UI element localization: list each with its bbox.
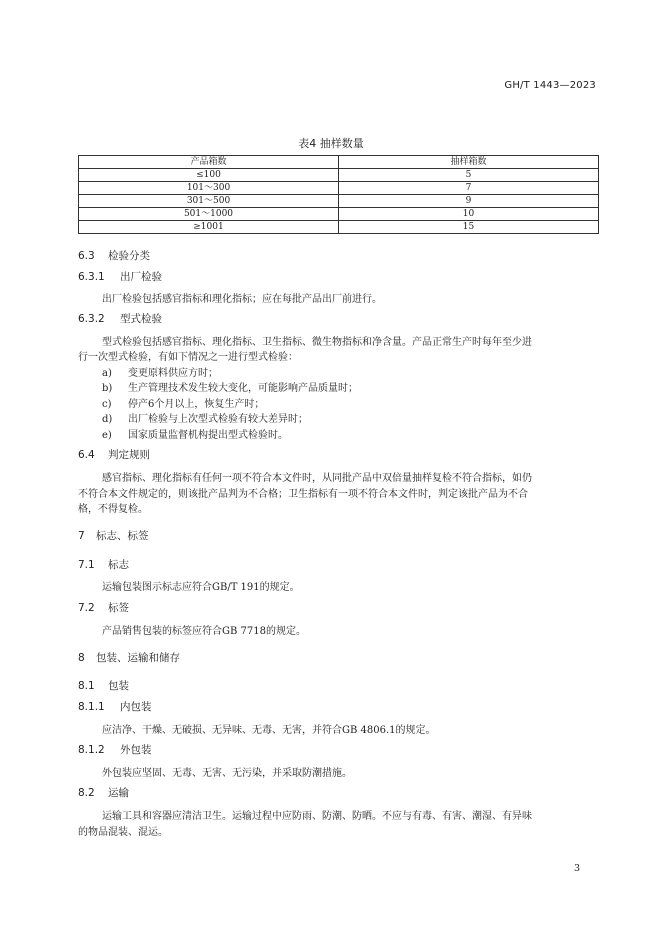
list-item [102, 426, 288, 441]
cell-box-count: ≤100 [79, 169, 339, 182]
table-row [79, 208, 599, 221]
paragraph: 运输包装图示标志应符合GB/T 191的规定。 [102, 582, 300, 593]
section-number: 7.1 [78, 559, 95, 571]
list-item [102, 379, 358, 394]
section-title: 外包装 [120, 744, 152, 756]
section-number: 6.3 [78, 250, 95, 262]
list-text: 变更原料供应方时； [128, 368, 218, 379]
document-code: GH/T 1443—2023 [504, 80, 596, 91]
paragraph-line: 的物品混装、混运。 [78, 827, 168, 838]
section-8-1-2-heading [78, 742, 152, 757]
list-item [102, 410, 308, 425]
col-header-box-count: 产品箱数 [79, 156, 339, 169]
section-title: 包装、运输和储存 [96, 652, 180, 664]
section-title: 标签 [108, 602, 129, 614]
section-6-3-2-heading [78, 311, 162, 326]
list-label: a) [102, 368, 112, 379]
section-number: 8.1.1 [78, 701, 105, 713]
section-title: 包装 [108, 680, 129, 692]
section-number: 8.1.2 [78, 744, 105, 756]
list-label: d) [102, 414, 113, 425]
paragraph: 产品销售包装的标签应符合GB 7718的规定。 [102, 626, 306, 637]
section-title: 出厂检验 [120, 271, 162, 283]
section-7-1-heading [78, 557, 129, 572]
section-title: 检验分类 [108, 250, 150, 262]
table-header-row [79, 156, 599, 169]
list-item [102, 395, 264, 410]
table-row [79, 182, 599, 195]
paragraph-line: 行一次型式检验，有如下情况之一进行型式检验： [78, 352, 298, 363]
section-title: 标志 [108, 559, 129, 571]
section-6-3-1-heading [78, 269, 162, 284]
paragraph-line: 不符合本文件规定的，则该批产品判为不合格；卫生指标有一项不符合本文件时，判定该批产品为不合 [78, 489, 528, 500]
section-7-2-heading [78, 600, 129, 615]
cell-box-count: 101～300 [79, 182, 339, 195]
section-title: 标志、标签 [96, 530, 149, 542]
section-6-4-heading [78, 447, 150, 462]
cell-sample-count: 5 [339, 169, 599, 182]
paragraph-line: 型式检验包括感官指标、理化指标、卫生指标、微生物指标和净含量。产品正常生产时每年至少进 [102, 337, 532, 348]
section-number: 6.4 [78, 449, 95, 461]
paragraph: 出厂检验包括感官指标和理化指标；应在每批产品出厂前进行。 [102, 294, 382, 305]
section-title: 运输 [108, 787, 129, 799]
section-number: 6.3.2 [78, 313, 105, 325]
page-number: 3 [573, 863, 580, 874]
list-label: b) [102, 383, 113, 394]
cell-box-count: 301～500 [79, 195, 339, 208]
paragraph-line: 感官指标、理化指标有任何一项不符合本文件时，从同批产品中双倍量抽样复检不符合指标，如仍 [102, 473, 532, 484]
table-row [79, 169, 599, 182]
paragraph: 外包装应坚固、无毒、无害、无污染，并采取防潮措施。 [102, 768, 352, 779]
list-label: c) [102, 399, 112, 410]
cell-sample-count: 9 [339, 195, 599, 208]
cell-sample-count: 7 [339, 182, 599, 195]
list-label: e) [102, 430, 112, 441]
section-title: 内包装 [120, 701, 152, 713]
cell-sample-count: 15 [339, 221, 599, 234]
cell-box-count: 501～1000 [79, 208, 339, 221]
cell-box-count: ≥1001 [79, 221, 339, 234]
list-text: 生产管理技术发生较大变化，可能影响产品质量时； [128, 383, 358, 394]
section-title: 型式检验 [120, 313, 162, 325]
sampling-table [78, 155, 599, 234]
list-text: 出厂检验与上次型式检验有较大差异时； [128, 414, 308, 425]
section-8-2-heading [78, 785, 129, 800]
section-number: 8.2 [78, 787, 95, 799]
paragraph-line: 格，不得复检。 [78, 504, 148, 515]
section-6-3-heading [78, 248, 150, 263]
table-row [79, 221, 599, 234]
section-title: 判定规则 [108, 449, 150, 461]
section-8-1-1-heading [78, 699, 152, 714]
paragraph: 应洁净、干燥、无破损、无异味、无毒、无害，并符合GB 4806.1的规定。 [102, 725, 436, 736]
paragraph-line: 运输工具和容器应清洁卫生。运输过程中应防雨、防潮、防晒。不应与有毒、有害、潮湿、有异味 [102, 811, 532, 822]
section-8-1-heading [78, 678, 129, 693]
list-text: 停产6个月以上，恢复生产时； [128, 399, 265, 410]
section-7-heading [78, 528, 149, 543]
section-number: 7 [78, 530, 85, 542]
table-title: 表4 抽样数量 [298, 137, 364, 150]
section-number: 7.2 [78, 602, 95, 614]
table-row [79, 195, 599, 208]
col-header-sample-count: 抽样箱数 [339, 156, 599, 169]
section-number: 6.3.1 [78, 271, 105, 283]
section-8-heading [78, 650, 180, 665]
cell-sample-count: 10 [339, 208, 599, 221]
section-number: 8.1 [78, 680, 95, 692]
list-item [102, 364, 218, 379]
section-number: 8 [78, 652, 85, 664]
list-text: 国家质量监督机构提出型式检验时。 [128, 430, 288, 441]
